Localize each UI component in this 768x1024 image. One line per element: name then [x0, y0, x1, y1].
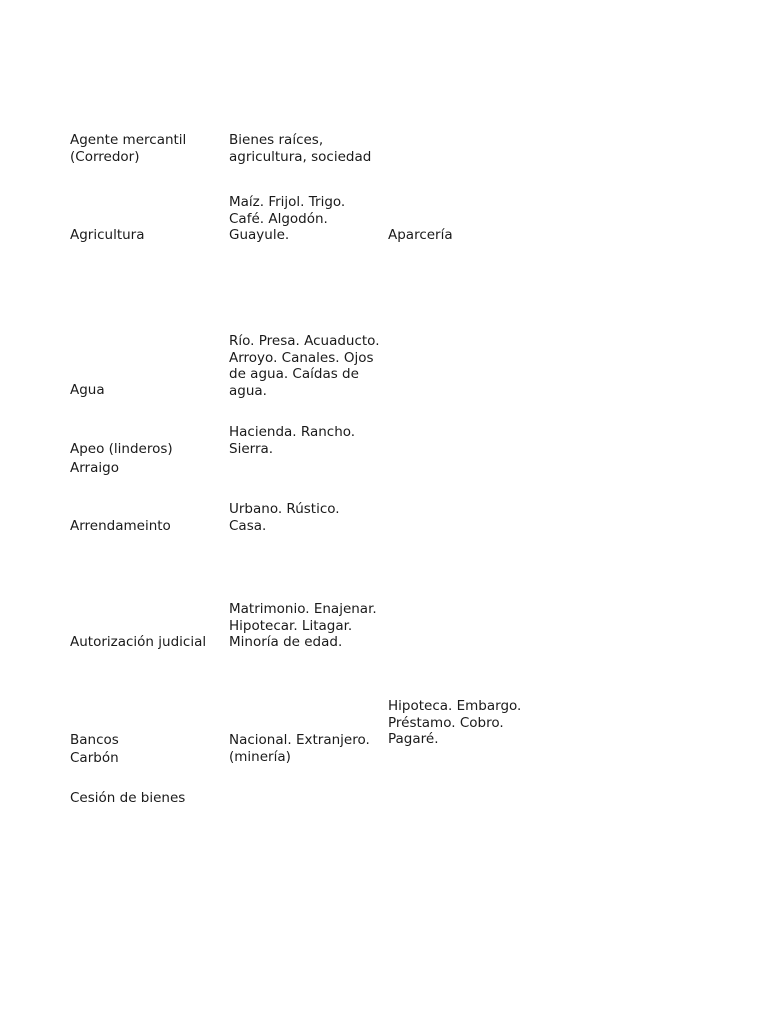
- term-carbon: Carbón: [70, 750, 119, 766]
- term-agente-mercantil: Agente mercantil (Corredor): [70, 132, 187, 165]
- related-agricultura: Aparcería: [388, 227, 453, 243]
- detail-agua: Río. Presa. Acuaducto. Arroyo. Canales. Ojos de agua. Caídas de agua.: [229, 333, 380, 399]
- detail-autorizacion-judicial: Matrimonio. Enajenar. Hipotecar. Litagar. Minoría de edad.: [229, 601, 377, 650]
- detail-carbon: Nacional. Extranjero. (minería): [229, 732, 370, 765]
- detail-agricultura: Maíz. Frijol. Trigo. Café. Algodón. Guayule.: [229, 194, 346, 243]
- term-bancos: Bancos: [70, 732, 119, 748]
- detail-agente-mercantil: Bienes raíces, agricultura, sociedad: [229, 132, 372, 165]
- term-cesion-de-bienes: Cesión de bienes: [70, 790, 186, 806]
- detail-arrendameinto: Urbano. Rústico. Casa.: [229, 501, 340, 534]
- related-bancos: Hipoteca. Embargo. Préstamo. Cobro. Pagaré.: [388, 698, 522, 747]
- term-arrendameinto: Arrendameinto: [70, 518, 171, 534]
- detail-apeo: Hacienda. Rancho. Sierra.: [229, 424, 356, 457]
- term-autorizacion-judicial: Autorización judicial: [70, 634, 207, 650]
- term-apeo: Apeo (linderos): [70, 441, 173, 457]
- term-agua: Agua: [70, 382, 105, 398]
- term-arraigo: Arraigo: [70, 460, 119, 476]
- term-agricultura: Agricultura: [70, 227, 145, 243]
